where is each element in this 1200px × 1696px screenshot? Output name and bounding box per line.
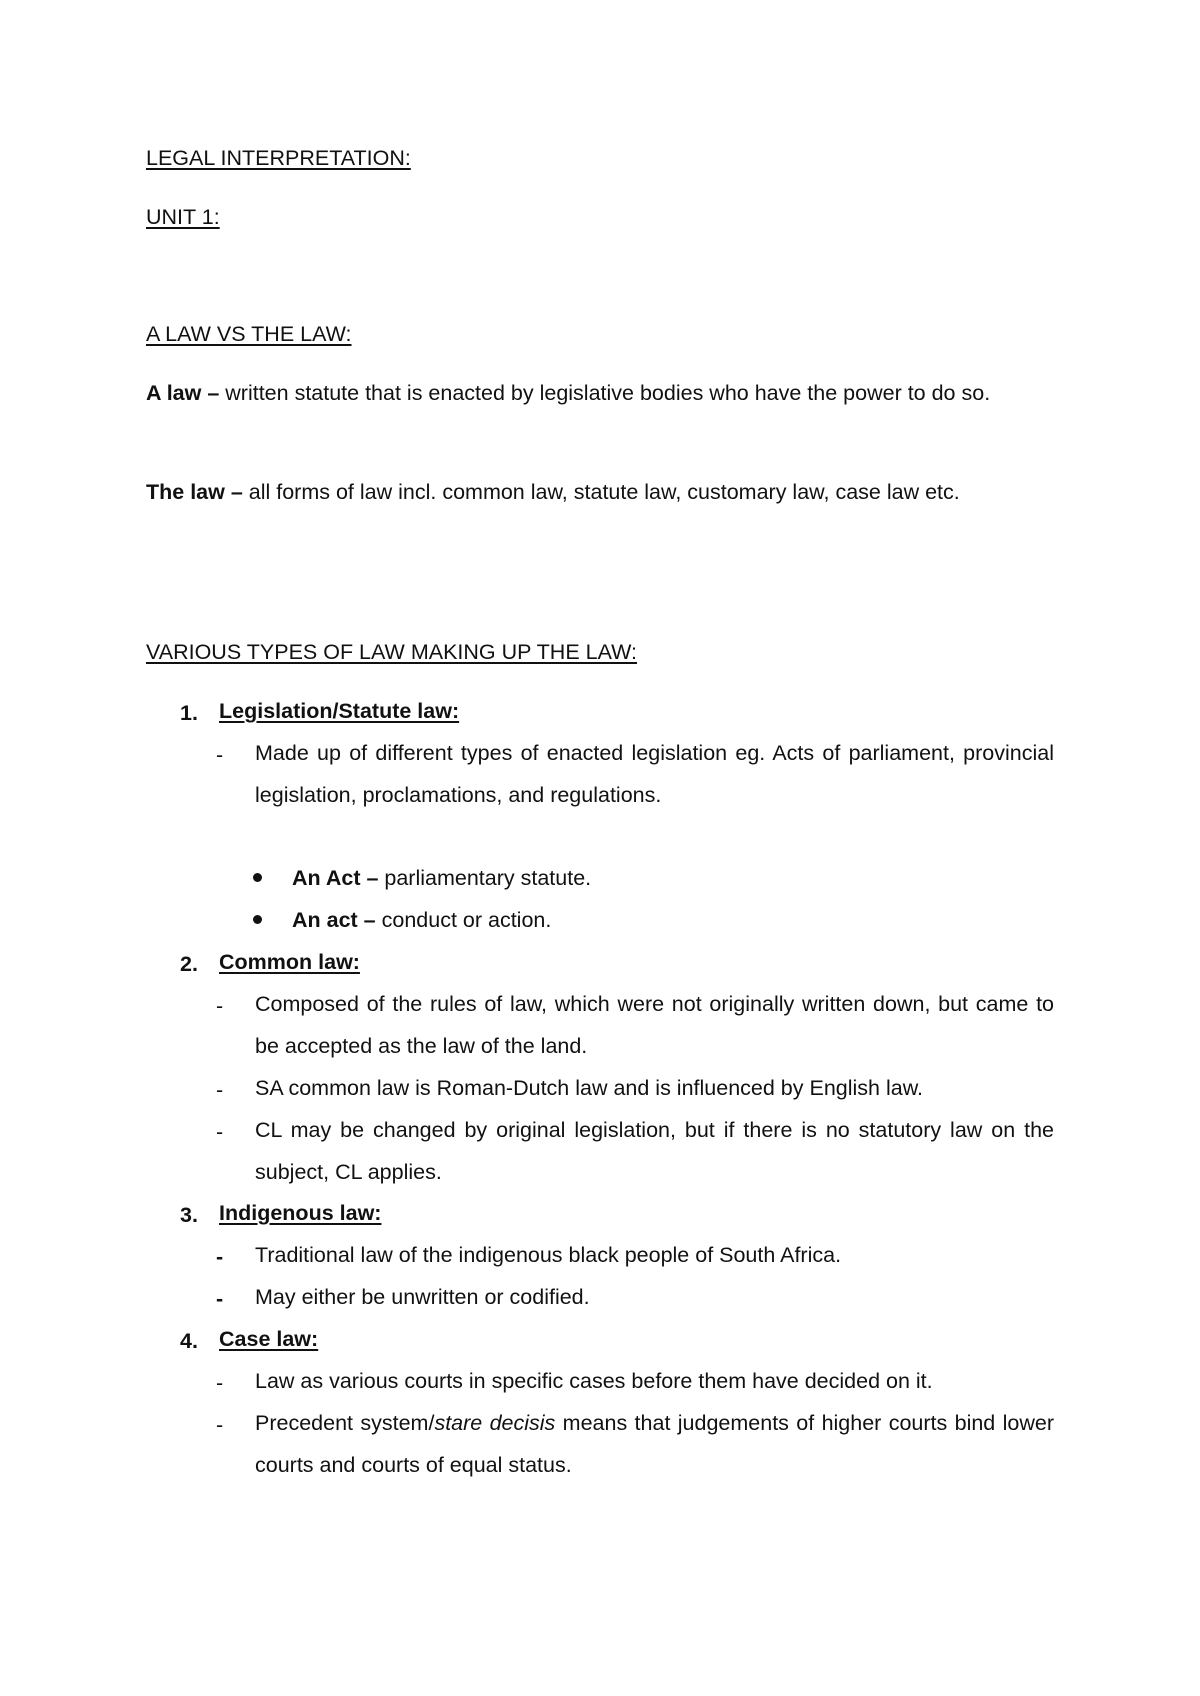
bullet-term: An Act – — [292, 866, 379, 890]
precedent-text: means that judgements of higher courts bind lower courts and courts of equal status. — [255, 1411, 1054, 1477]
list-number: 2. — [180, 952, 198, 976]
definition-term: A law – — [146, 381, 220, 405]
dash-marker: - — [216, 1287, 224, 1311]
list-number: 1. — [180, 701, 198, 725]
list-point: SA common law is Roman-Dutch law and is influenced by English law. — [255, 1076, 924, 1100]
bullet-text: conduct or action. — [375, 908, 552, 932]
unit-heading: UNIT 1: — [146, 205, 220, 229]
list-number: 4. — [180, 1329, 198, 1353]
bullet-text: parliamentary statute. — [378, 866, 592, 890]
bullet-dot-icon — [253, 873, 262, 882]
list-item-title: Common law: — [219, 950, 360, 974]
section-heading-types-of-law: VARIOUS TYPES OF LAW MAKING UP THE LAW: — [146, 640, 638, 664]
definition-text: all forms of law incl. common law, statute law, customary law, case law etc. — [242, 480, 960, 504]
document-title: LEGAL INTERPRETATION: — [146, 146, 411, 170]
list-item-title: Legislation/Statute law: — [219, 699, 460, 723]
precedent-latin-term: stare decisis — [434, 1411, 556, 1435]
definition-the-law — [146, 471, 1054, 513]
list-point: Law as various courts in specific cases before them have decided on it. — [255, 1369, 933, 1393]
dash-marker: - — [216, 1371, 224, 1395]
list-point: CL may be changed by original legislation, but if there is no statutory law on the subject, CL applies. — [255, 1118, 1054, 1184]
list-item-title: Indigenous law: — [219, 1201, 382, 1225]
dash-marker: - — [216, 1078, 224, 1102]
precedent-text: Precedent system/ — [255, 1411, 435, 1435]
definition-a-law — [146, 372, 1054, 414]
definition-term: The law – — [146, 480, 243, 504]
list-point-precedent — [255, 1402, 1054, 1486]
bullet-dot-icon — [253, 915, 262, 924]
section-heading-law-vs-law: A LAW VS THE LAW: — [146, 322, 352, 346]
list-point: Made up of different types of enacted legislation eg. Acts of parliament, provincial legislation, proclamations, and regulations. — [255, 741, 1054, 807]
list-number: 3. — [180, 1203, 198, 1227]
dash-marker: - — [216, 743, 224, 767]
list-point: May either be unwritten or codified. — [255, 1285, 590, 1309]
dash-marker: - — [216, 994, 224, 1018]
list-point: Traditional law of the indigenous black people of South Africa. — [255, 1243, 842, 1267]
list-item-title: Case law: — [219, 1327, 319, 1351]
dash-marker: - — [216, 1413, 224, 1437]
dash-marker: - — [216, 1245, 224, 1269]
bullet-item-an-act-conduct — [292, 910, 551, 932]
definition-text: written statute that is enacted by legislative bodies who have the power to do so. — [219, 381, 991, 405]
dash-marker: - — [216, 1120, 224, 1144]
bullet-term: An act – — [292, 908, 376, 932]
list-point: Composed of the rules of law, which were not originally written down, but came to be accepted as the law of the land. — [255, 992, 1054, 1058]
bullet-item-an-act — [292, 868, 591, 890]
